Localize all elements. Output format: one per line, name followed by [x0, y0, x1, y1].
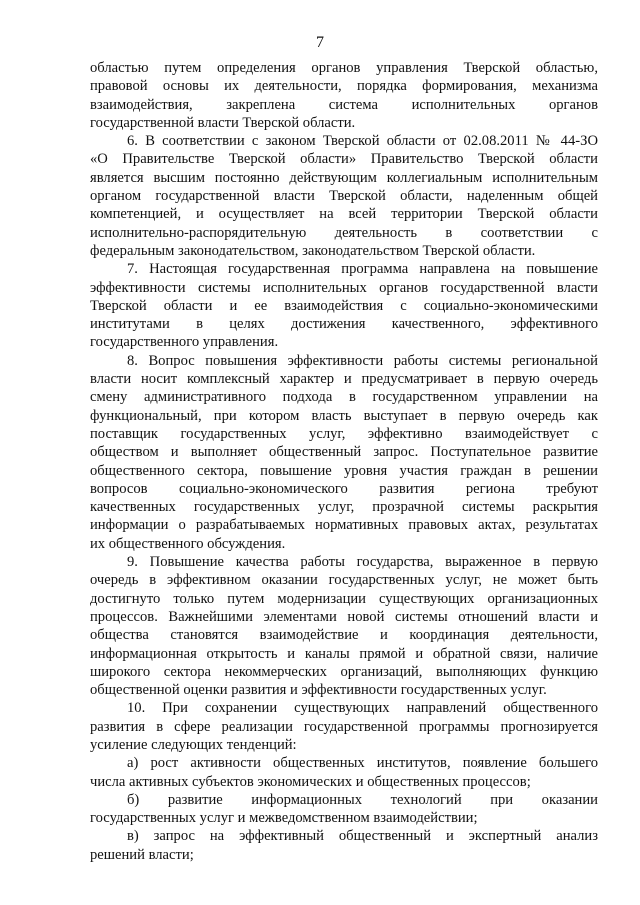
text-line: процессов. Важнейшими элементами новой системы отношений власти и: [90, 608, 598, 625]
paragraph: [90, 59, 598, 132]
text-line: функциональный, при котором власть выступает в первую очередь как: [90, 407, 598, 424]
paragraph: [90, 699, 598, 754]
text-line: а) рост активности общественных институтов, появление большего: [127, 755, 598, 772]
paragraph: [90, 754, 598, 791]
text-line: органом государственной власти Тверской области, наделенным общей: [90, 188, 598, 205]
text-line: б) развитие информационных технологий при оказании: [127, 791, 598, 808]
paragraph: [90, 791, 598, 828]
text-line: общества становятся взаимодействие и координация деятельности,: [90, 627, 598, 644]
text-line: развития в сфере реализации государственной программы прогнозируется: [90, 718, 598, 735]
text-line: усиление следующих тенденций:: [90, 736, 297, 753]
text-line: информационная открытость и каналы прямой и обратной связи, наличие: [90, 645, 598, 662]
paragraph: [90, 132, 598, 260]
document-body: [90, 59, 598, 864]
text-line: очередь в эффективном оказании государственных услуг, не может быть: [90, 572, 598, 589]
text-line: обществом и выполняет общественный запрос. Поступательное развитие: [90, 444, 598, 461]
text-line: качественных государственных услуг, прозрачной системы раскрытия: [90, 499, 598, 516]
text-line: государственной власти Тверской области.: [90, 114, 356, 131]
text-line: широкого сектора некоммерческих организаций, выполняющих функцию: [90, 663, 598, 680]
text-line: институтами в целях достижения качественного, эффективного: [90, 316, 598, 333]
text-line: поставщик государственных услуг, эффективно взаимодействует с: [90, 425, 598, 442]
text-line: Тверской области и ее взаимодействия с социально-экономическими: [90, 297, 598, 314]
text-line: в) запрос на эффективный общественный и экспертный анализ: [127, 828, 598, 845]
text-line: общественной оценки развития и эффективности государственных услуг.: [90, 682, 547, 699]
paragraph: [90, 260, 598, 351]
text-line: решений власти;: [90, 846, 194, 863]
text-line: достигнуто только путем модернизации существующих организационных: [90, 590, 598, 607]
paragraph: [90, 352, 598, 553]
text-line: исполнительно-распорядительную деятельность в соответствии с: [90, 224, 598, 241]
paragraph: [90, 827, 598, 864]
text-line: «О Правительстве Тверской области» Правительство Тверской области: [90, 151, 598, 168]
text-line: взаимодействия, закреплена система исполнительных органов: [90, 96, 598, 113]
text-line: эффективности системы исполнительных органов государственной власти: [90, 279, 598, 296]
text-line: федеральным законодательством, законодательством Тверской области.: [90, 242, 536, 259]
page-number: 7: [316, 34, 324, 51]
paragraph: [90, 553, 598, 699]
text-line: областью путем определения органов управления Тверской областью,: [90, 60, 598, 76]
text-line: является высшим постоянно действующим коллегиальным исполнительным: [90, 169, 598, 186]
text-line: правовой основы их деятельности, порядка формирования, механизма: [90, 78, 598, 95]
text-line: их общественного обсуждения.: [90, 535, 286, 552]
text-line: вопросов социально-экономического развития региона требуют: [90, 480, 598, 497]
text-line: власти носит комплексный характер и предусматривает в первую очередь: [90, 371, 598, 388]
text-line: государственных услуг и межведомственном взаимодействии;: [90, 810, 478, 827]
text-line: смену административного подхода в государственном управлении на: [90, 389, 598, 406]
text-line: числа активных субъектов экономических и общественных процессов;: [90, 773, 531, 790]
text-line: 9. Повышение качества работы государства, выраженное в первую: [127, 554, 598, 571]
text-line: 7. Настоящая государственная программа направлена на повышение: [127, 261, 598, 278]
text-line: 6. В соответствии с законом Тверской области от 02.08.2011 № 44-ЗО: [127, 133, 598, 150]
text-line: общественного сектора, повышение уровня участия граждан в решении: [90, 462, 598, 479]
text-line: государственного управления.: [90, 334, 279, 351]
text-line: компетенцией, и осуществляет на всей территории Тверской области: [90, 206, 598, 223]
text-line: информации о разрабатываемых нормативных правовых актах, результатах: [90, 517, 598, 534]
text-line: 10. При сохранении существующих направлений общественного: [127, 700, 598, 717]
text-line: 8. Вопрос повышения эффективности работы системы региональной: [127, 352, 598, 369]
